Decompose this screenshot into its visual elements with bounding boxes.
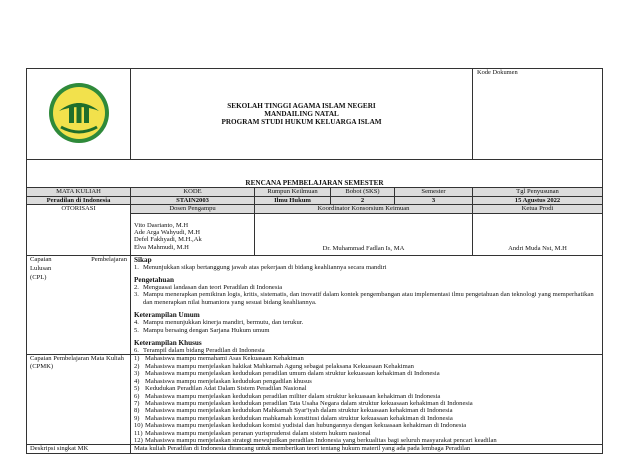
cpmk-content xyxy=(131,355,603,445)
program-name: PROGRAM STUDI HUKUM KELUARGA ISLAM xyxy=(221,118,382,126)
item-number: 1) xyxy=(134,355,140,363)
col-bobot: Bobot (SKS) xyxy=(331,188,395,196)
item-text: Mahasiswa mampu menjelaskan kedudukan peradilan militer dalam struktur kekuasaan kehakiman di Indonesia xyxy=(145,392,441,400)
item-number: 8) xyxy=(134,407,140,415)
keterampilan-umum-list xyxy=(134,319,599,334)
coordinator-label: Koordinator Konsorsium Keimuan xyxy=(255,205,473,213)
list-item xyxy=(134,400,599,407)
list-item xyxy=(134,327,599,334)
item-text: Mahasiswa mampu menjelaskan peranan yurisprudensi dalam sistem hukum nasional xyxy=(145,429,371,437)
item-text: Mahasiswa mampu menjelaskan kedudukan komisi yudisial dan hubungannya dengan kekuasaan kehakiman di Indonesia xyxy=(145,422,467,430)
rps-table xyxy=(26,68,603,454)
coordinator-name: Dr. Muhammad Fadlan Is, MA xyxy=(255,213,473,255)
item-text: Mahasiswa mampu menjelaskan strategi mewujudkan peradilan Indonesia yang berkualitas bagi seluruh masyarakat pencari keadilan xyxy=(145,436,497,444)
item-number: 2. xyxy=(134,284,139,292)
item-text: Mampu menunjukkan kinerja mandiri, bermutu, dan terukur. xyxy=(143,319,304,327)
lecturer-name: Vito Dasrianto, M.H xyxy=(134,221,189,229)
lecturer-name: Ade Arga Wahyudi, M.H xyxy=(134,229,201,237)
cpl-label xyxy=(27,255,131,355)
item-number: 7) xyxy=(134,399,140,407)
col-semester: Semester xyxy=(395,188,473,196)
list-item xyxy=(134,393,599,400)
item-number: 1. xyxy=(134,263,139,271)
spacer-row xyxy=(27,160,603,181)
sikap-list xyxy=(134,264,599,271)
institution-logo xyxy=(47,81,111,145)
item-text: Terampil dalam bidang Peradilan di Indonesia xyxy=(143,347,265,355)
list-item xyxy=(134,385,599,392)
item-number: 11) xyxy=(134,429,143,437)
list-item xyxy=(134,430,599,437)
item-number: 4. xyxy=(134,319,139,327)
lecturer-name: Elva Mahmudi, M.H xyxy=(134,243,189,251)
list-item xyxy=(134,363,599,370)
cpl-label-word1: Capaian xyxy=(30,255,52,263)
description-text: Mata kuliah Peradilan di Indonesia dirancang untuk memberikan teori tentang hukum materil yang ada pada lembaga Peradilan xyxy=(131,445,603,453)
list-item xyxy=(134,284,599,291)
list-item xyxy=(134,319,599,326)
list-item xyxy=(134,347,599,354)
pengetahuan-title: Pengetahuan xyxy=(134,276,174,285)
item-number: 10) xyxy=(134,422,143,430)
val-kode: STAIN2003 xyxy=(131,196,255,204)
lecturer-label: Dosen Pengampu xyxy=(131,205,255,213)
item-text: Mahasiswa mampu menjelaskan kedudukan Mahkamah Syar'iyah dalam struktur kekuasaan kehakiman di Indonesia xyxy=(145,407,453,415)
item-number: 3. xyxy=(134,291,139,299)
list-item xyxy=(134,437,599,444)
item-text: Mahasiswa mampu memahami Asas Kekuasaan Kehakiman xyxy=(145,355,304,363)
item-number: 5) xyxy=(134,385,140,393)
item-number: 5. xyxy=(134,326,139,334)
item-text: Menguasai landasan dan teori Peradilan di Indonesia xyxy=(143,284,283,292)
col-tgl: Tgl Penyusunan xyxy=(473,188,603,196)
item-number: 12) xyxy=(134,436,143,444)
val-rumpun: Ilmu Hukum xyxy=(255,196,331,204)
col-rumpun: Rumpun Keilmuan xyxy=(255,188,331,196)
item-text: Mahasiswa mampu menjelaskan hakikat Mahkamah Agung sebagai pelaksana Kekuasaan Kehakiman xyxy=(145,362,414,370)
pengetahuan-list xyxy=(134,284,599,306)
item-text: Mampu bersaing dengan Sarjana Hukum umum xyxy=(143,326,270,334)
cpl-label-word3: Lulusan xyxy=(30,265,52,273)
institution-city: MANDAILING NATAL xyxy=(264,110,339,118)
description-label: Deskripsi singkat MK xyxy=(27,445,131,453)
list-item xyxy=(134,422,599,429)
sikap-title: Sikap xyxy=(134,255,152,264)
list-item xyxy=(134,264,599,271)
val-bobot: 2 xyxy=(331,196,395,204)
doc-code-cell xyxy=(473,69,603,160)
cpl-content xyxy=(131,255,603,355)
doc-code-label: Kode Dokumen xyxy=(477,69,518,76)
keterampilan-khusus-title: Keterampilan Khusus xyxy=(134,339,202,348)
item-number: 6) xyxy=(134,392,140,400)
item-text: Mahasiswa mampu menjelaskan kedudukan mahkamah konstitusi dalam struktur kekuasaan kehakiman di Indonesia xyxy=(145,414,453,422)
col-mata-kuliah: MATA KULIAH xyxy=(27,188,131,196)
logo-cell xyxy=(27,69,131,160)
keterampilan-umum-title: Keterampilan Umum xyxy=(134,311,200,320)
course-header-row xyxy=(27,188,603,196)
item-number: 9) xyxy=(134,414,140,422)
item-text: Mahasiswa mampu menjelaskan kedudukan peradilan umum dalam struktur kekuasaan kehakiman di Indonesia xyxy=(145,370,440,378)
cpmk-label: Capaian Pembelajaran Mata Kuliah (CPMK) xyxy=(27,355,131,445)
list-item xyxy=(134,378,599,385)
list-item xyxy=(134,415,599,422)
val-mata-kuliah: Peradilan di Indonesia xyxy=(27,196,131,204)
list-item xyxy=(134,355,599,362)
item-text: Menunjukkan sikap bertanggung jawab atas pekerjaan di bidang keahliannya secara mandiri xyxy=(143,263,387,271)
col-kode: KODE xyxy=(131,188,255,196)
item-text: Kedudukan Peradilan Adat Dalam Sistem Peradilan Nasional xyxy=(145,385,307,393)
cpmk-list xyxy=(134,355,599,444)
item-text: Mampu menerapkan pemikiran logis, kritis, sistematis, dan inovatif dalam kontek pengembangan atau implementasi ilmu pengetahuan dan teknologi yang memperhatikan dan menerapkan nilai humaniora yang sesuai bidang keahliannya. xyxy=(143,291,594,306)
item-number: 3) xyxy=(134,370,140,378)
list-item xyxy=(134,370,599,377)
otorisasi-label: OTORISASI xyxy=(27,205,131,255)
val-semester: 3 xyxy=(395,196,473,204)
keterampilan-khusus-list xyxy=(134,347,599,354)
institution-name: SEKOLAH TINGGI AGAMA ISLAM NEGERI xyxy=(227,102,376,110)
institution-heading xyxy=(131,69,473,160)
cpl-label-word4: (CPL) xyxy=(30,274,47,282)
lecturer-list xyxy=(131,213,255,255)
item-text: Mahasiswa mampu menjelaskan kedudukan peradilan Tata Usaha Negara dalam struktur kekuasaan kehakiman di Indonesia xyxy=(145,399,473,407)
item-number: 4) xyxy=(134,377,140,385)
item-text: Mahasiswa mampu menjelaskan kedudukan pengadilan khusus xyxy=(145,377,312,385)
cpl-label-word2: Pembelajaran xyxy=(91,255,127,263)
course-value-row xyxy=(27,196,603,204)
list-item xyxy=(134,407,599,414)
lecturer-name: Defel Fakhyadi, M.H.,Ak xyxy=(134,236,202,244)
rps-document xyxy=(26,68,602,454)
rps-title: RENCANA PEMBELAJARAN SEMESTER xyxy=(27,180,603,188)
head-label: Ketua Prodi xyxy=(473,205,603,213)
item-number: 6. xyxy=(134,347,139,355)
val-tgl: 15 Agustus 2022 xyxy=(473,196,603,204)
head-name: Andri Muda Nst, M.H xyxy=(473,213,603,255)
item-number: 2) xyxy=(134,362,140,370)
list-item xyxy=(134,291,599,306)
